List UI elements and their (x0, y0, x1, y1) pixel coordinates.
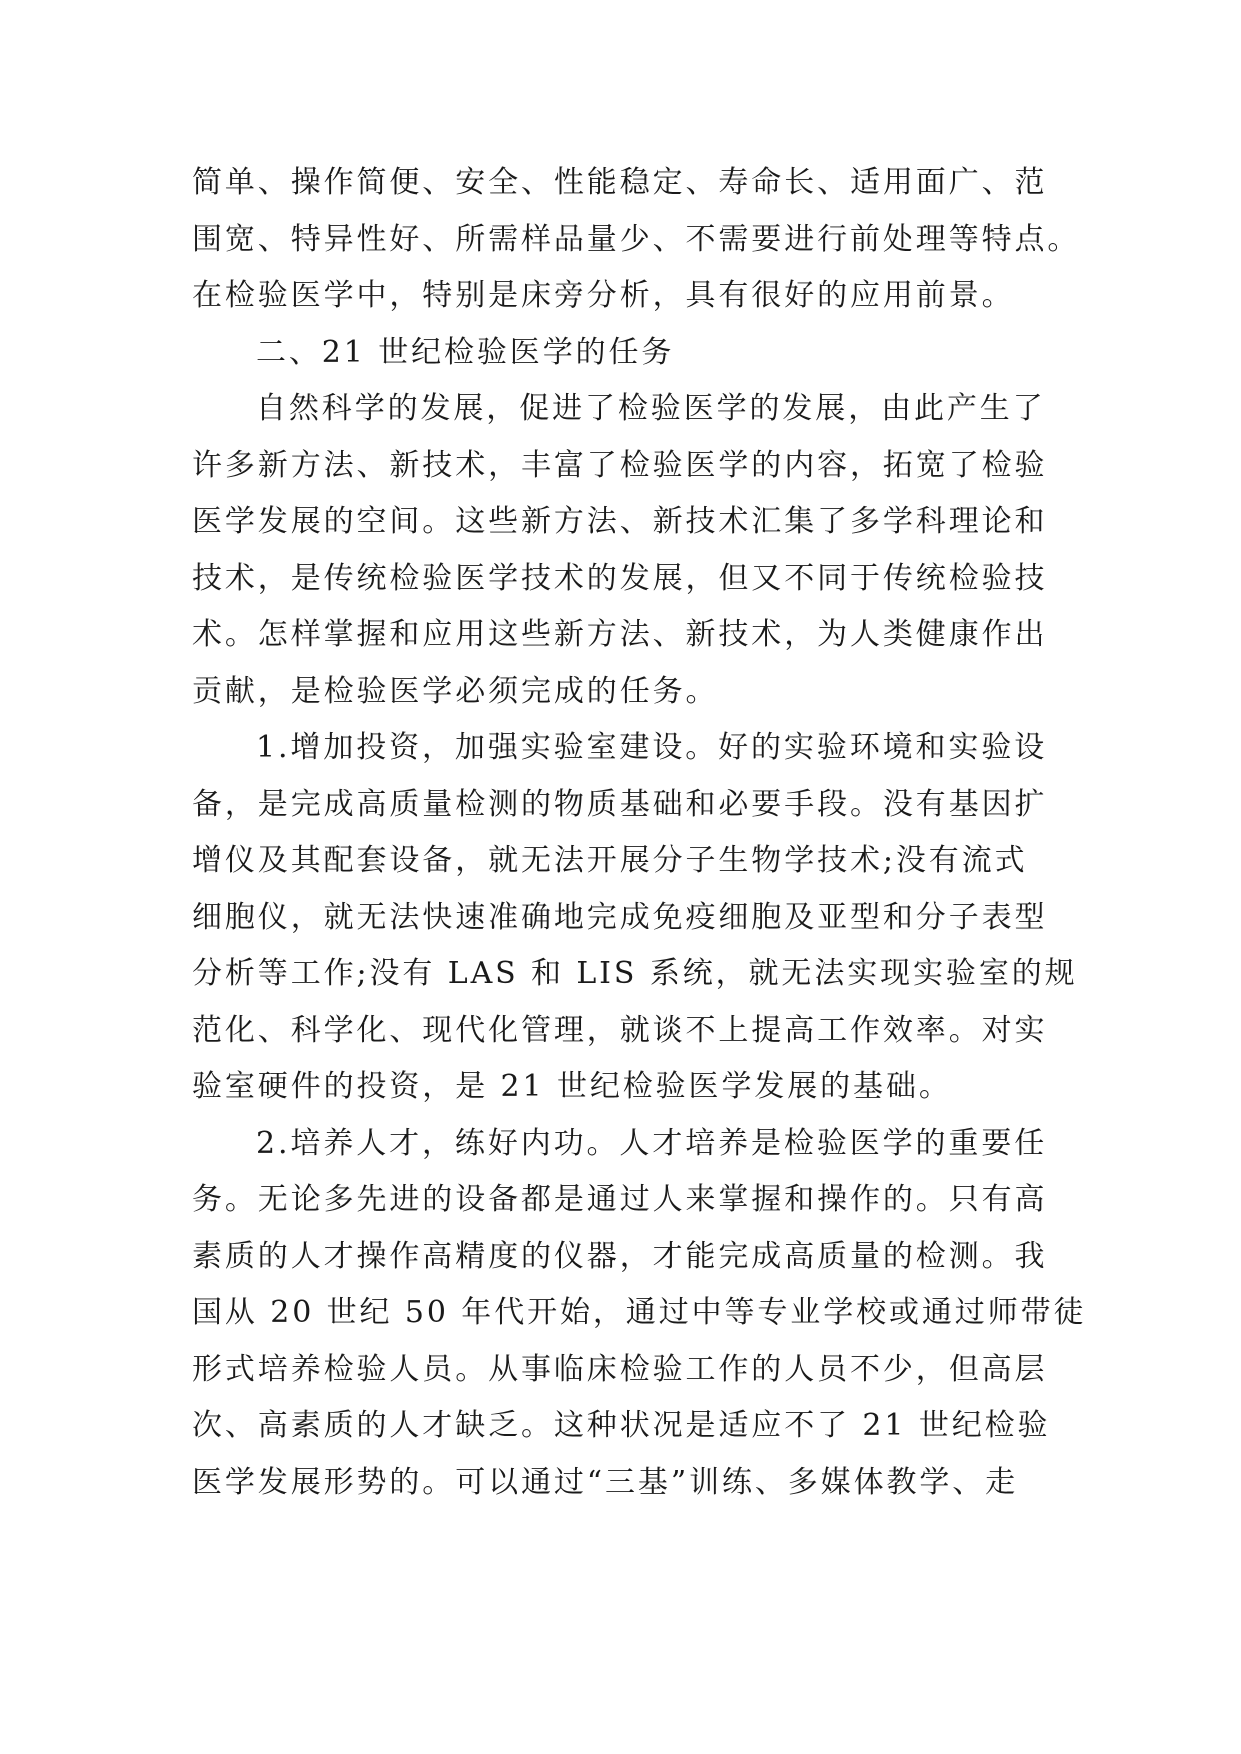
text-line: 2.培养人才，练好内功。人才培养是检验医学的重要任 (256, 1125, 1048, 1161)
text-line: 在检验医学中，特别是床旁分析，具有很好的应用前景。 (192, 278, 1015, 313)
text-line: 术。怎样掌握和应用这些新方法、新技术，为人类健康作出 (192, 617, 1048, 652)
text-line: 1.增加投资，加强实验室建设。好的实验环境和实验设 (256, 730, 1048, 765)
text-line: 自然科学的发展，促进了检验医学的发展，由此产生了 (256, 391, 1046, 426)
text-line: 次、高素质的人才缺乏。这种状况是适应不了 21 世纪检验 (192, 1408, 1051, 1443)
text-line: 务。无论多先进的设备都是通过人来掌握和操作的。只有高 (192, 1182, 1048, 1217)
text-line: 简单、操作简便、安全、性能稳定、寿命长、适用面广、范 (192, 165, 1048, 200)
text-line: 分析等工作;没有 LAS 和 LIS 系统，就无法实现实验室的规 (192, 956, 1078, 991)
text-line: 许多新方法、新技术，丰富了检验医学的内容，拓宽了检验 (192, 447, 1048, 483)
text-line: 国从 20 世纪 50 年代开始，通过中等专业学校或通过师带徒 (192, 1295, 1087, 1330)
text-line: 增仪及其配套设备，就无法开展分子生物学技术;没有流式 (192, 843, 1028, 878)
text-line: 备，是完成高质量检测的物质基础和必要手段。没有基因扩 (192, 786, 1048, 822)
text-line: 贡献，是检验医学必须完成的任务。 (192, 673, 719, 709)
text-line: 二、21 世纪检验医学的任务 (256, 334, 675, 370)
text-line: 素质的人才操作高精度的仪器，才能完成高质量的检测。我 (192, 1238, 1048, 1274)
text-line: 医学发展形势的。可以通过“三基”训练、多媒体教学、走 (192, 1464, 1019, 1500)
text-line: 范化、科学化、现代化管理，就谈不上提高工作效率。对实 (192, 1012, 1048, 1048)
text-line: 技术，是传统检验医学技术的发展，但又不同于传统检验技 (192, 560, 1048, 596)
text-line: 验室硬件的投资，是 21 世纪检验医学发展的基础。 (192, 1069, 952, 1104)
text-line: 围宽、特异性好、所需样品量少、不需要进行前处理等特点。 (192, 221, 1081, 257)
text-line: 细胞仪，就无法快速准确地完成免疫细胞及亚型和分子表型 (192, 899, 1048, 935)
text-line: 形式培养检验人员。从事临床检验工作的人员不少，但高层 (192, 1351, 1048, 1387)
text-line: 医学发展的空间。这些新方法、新技术汇集了多学科理论和 (192, 504, 1048, 539)
body-text (192, 155, 1087, 1511)
